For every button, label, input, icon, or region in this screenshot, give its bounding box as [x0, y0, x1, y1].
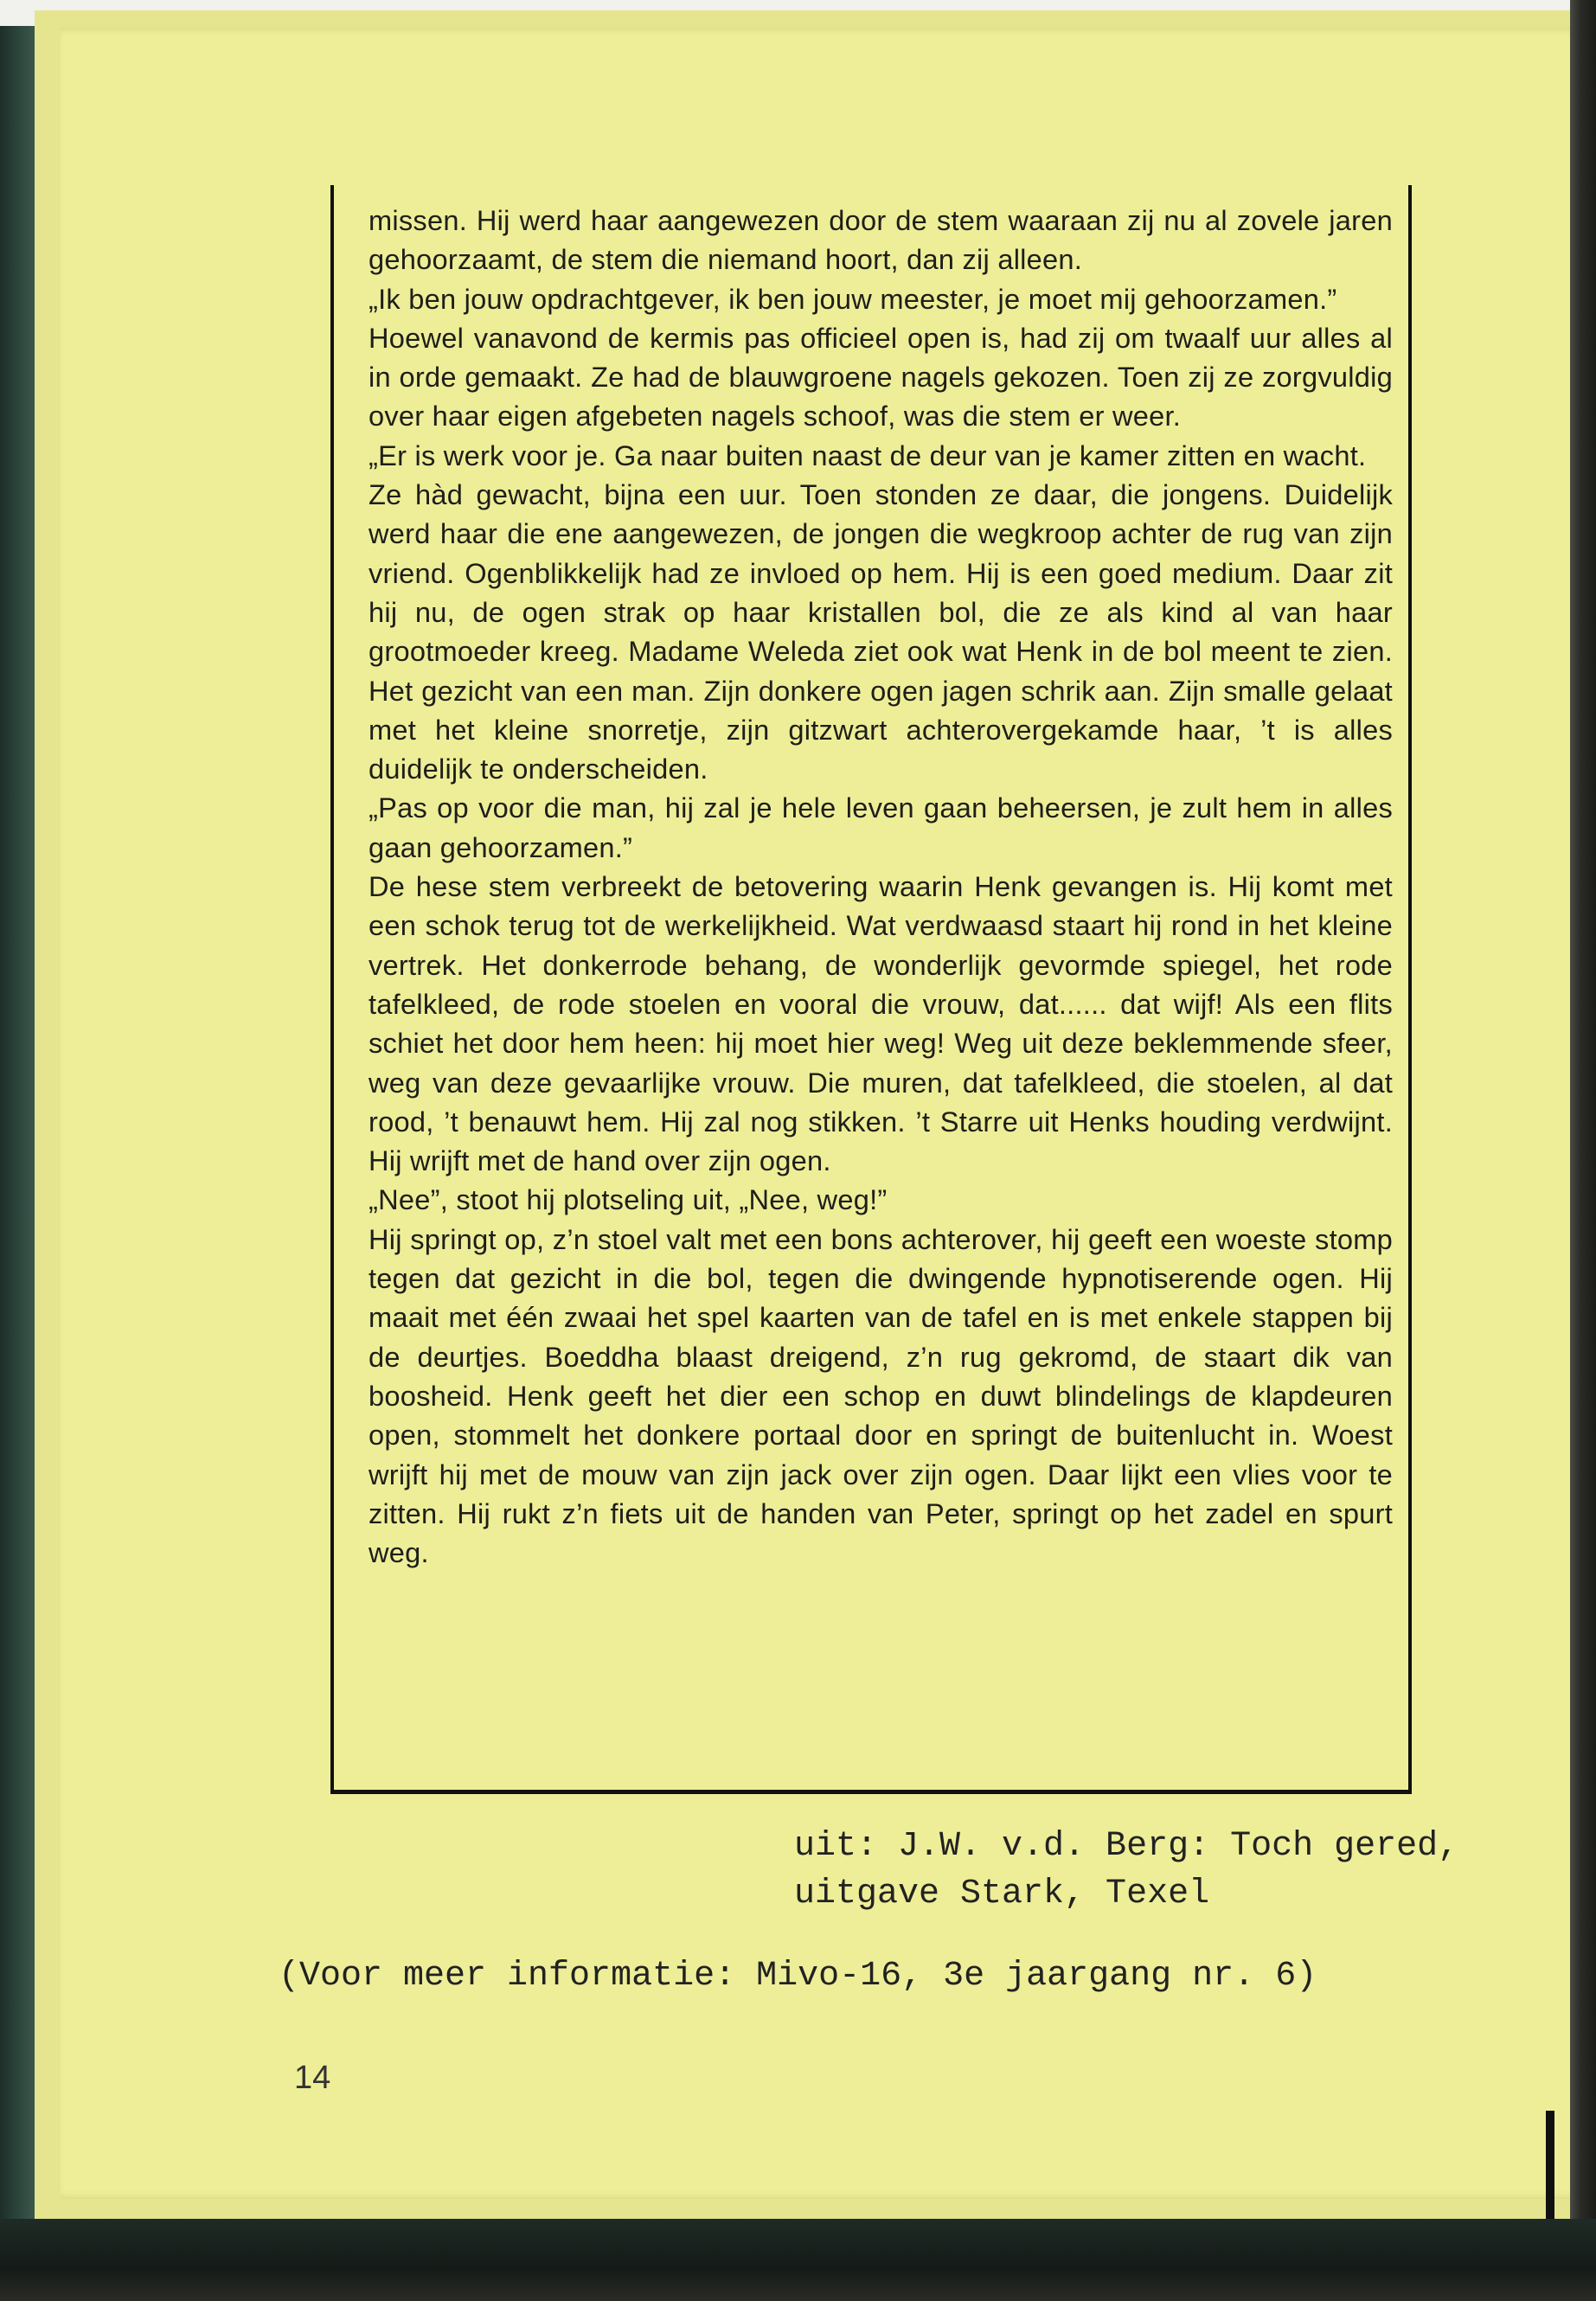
book-spine: [1570, 0, 1596, 2301]
story-paragraph: De hese stem verbreekt de betovering waarin Henk gevangen is. Hij komt met een schok terug tot de werkelijkheid. Wat verdwaasd staart hij rond in het kleine vertrek. Het donkerrode behang, de wonderlijk gevormde spiegel, het rode tafelkleed, de rode stoelen en vooral die vrouw, dat...... dat wijf! Als een flits schiet het door hem heen: hij moet hier weg! Weg uit deze beklemmende sfeer, weg van deze gevaarlijke vrouw. Die muren, dat tafelkleed, die stoelen, al dat rood, ’t benauwt hem. Hij zal nog stikken. ’t Starre uit Henks houding verdwijnt. Hij wrijft met de hand over zijn ogen.: [369, 870, 1393, 1177]
book-cover-edge: [0, 26, 36, 2223]
story-text-frame: [330, 185, 1412, 1794]
attribution-line-2: uitgave Stark, Texel: [794, 1875, 1210, 1913]
page: [61, 28, 1596, 2199]
story-excerpt: [369, 201, 1393, 1572]
story-paragraph: „Pas op voor die man, hij zal je hele leven gaan beheersen, je zult hem in alles gaan gehoorzamen.”: [369, 792, 1393, 863]
more-info-note: (Voor meer informatie: Mivo-16, 3e jaargang nr. 6): [279, 1957, 1317, 1996]
attribution-line-1: uit: J.W. v.d. Berg: Toch gered,: [794, 1827, 1459, 1866]
binding-mark: [1546, 2111, 1554, 2232]
story-paragraph: Hoewel vanavond de kermis pas officieel open is, had zij om twaalf uur alles al in orde gemaakt. Ze had de blauwgroene nagels gekozen. Toen zij ze zorgvuldig over haar eigen afgebeten nagels schoof, was die stem er weer.: [369, 321, 1393, 433]
page-stack: [35, 10, 1574, 2225]
story-paragraph: Hij springt op, z’n stoel valt met een bons achterover, hij geeft een woeste stomp tegen dat gezicht in die bol, tegen die dwingende hypnotiserende ogen. Hij maait met één zwaai het spel kaarten van de tafel en is met enkele stappen bij de deurtjes. Boeddha blaast dreigend, z’n rug gekromd, de staart dik van boosheid. Henk geeft het dier een schop en duwt blindelings de klapdeuren open, stommelt het donkere portaal door en springt de buitenlucht in. Woest wrijft hij met de mouw van zijn jack over zijn ogen. Daar lijkt een vlies voor te zitten. Hij rukt z’n fiets uit de handen van Peter, springt op het zadel en spurt weg.: [369, 1222, 1393, 1569]
book-bottom-edge: [0, 2219, 1596, 2301]
story-paragraph: „Nee”, stoot hij plotseling uit, „Nee, weg!”: [369, 1183, 888, 1216]
page-number: 14: [294, 2060, 331, 2096]
story-paragraph: „Er is werk voor je. Ga naar buiten naast de deur van je kamer zitten en wacht.: [369, 439, 1367, 471]
story-paragraph: „Ik ben jouw opdrachtgever, ik ben jouw meester, je moet mij gehoorzamen.”: [369, 282, 1337, 315]
source-attribution: [794, 1823, 1458, 1918]
story-paragraph: Ze hàd gewacht, bijna een uur. Toen stonden ze daar, die jongens. Duidelijk werd haar die ene aangewezen, de jongen die wegkroop achter de rug van zijn vriend. Ogenblikkelijk had ze invloed op hem. Hij is een goed medium. Daar zit hij nu, de ogen strak op haar kristallen bol, die ze als kind al van haar grootmoeder kreeg. Madame Weleda ziet ook wat Henk in de bol meent te zien. Het gezicht van een man. Zijn donkere ogen jagen schrik aan. Zijn smalle gelaat met het kleine snorretje, zijn gitzwart achterovergekamde haar, ’t is alles duidelijk te onderscheiden.: [369, 478, 1393, 785]
story-paragraph: missen. Hij werd haar aangewezen door de stem waaraan zij nu al zovele jaren gehoorzaamt, de stem die niemand hoort, dan zij alleen.: [369, 204, 1393, 276]
